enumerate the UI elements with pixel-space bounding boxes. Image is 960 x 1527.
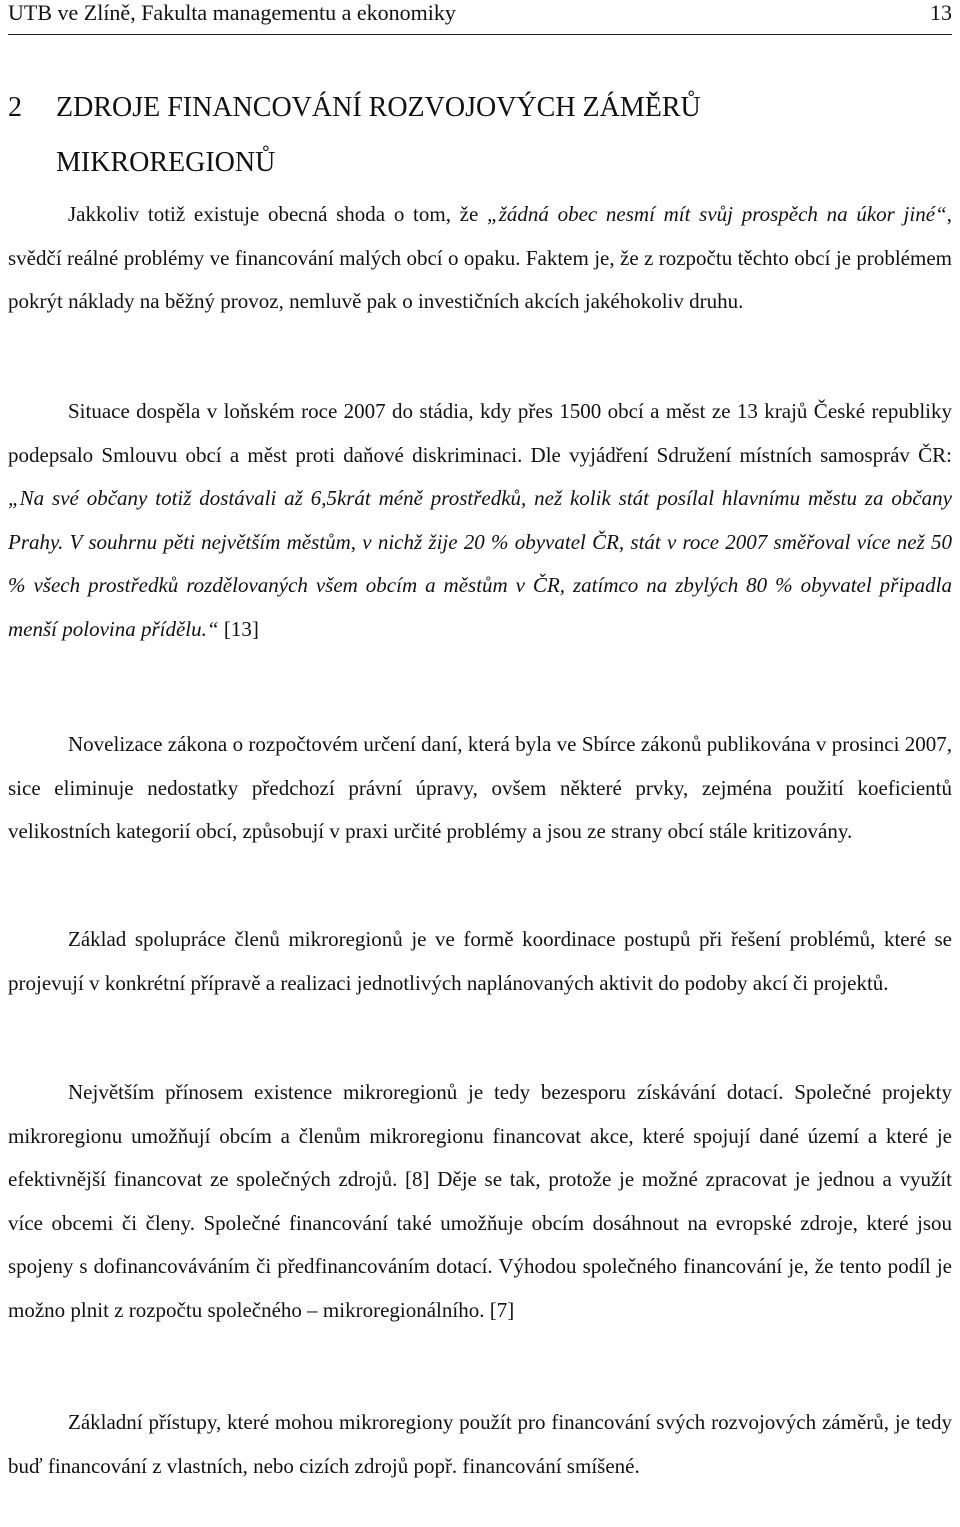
paragraph-3 — [8, 723, 952, 854]
paragraph-4 — [8, 918, 952, 1005]
paragraph-1 — [8, 193, 952, 324]
chapter-number: 2 — [8, 92, 22, 123]
page-header — [8, 0, 952, 35]
paragraph-2 — [8, 390, 952, 651]
paragraph-6 — [8, 1401, 952, 1488]
paragraph-1-text-c: , svědčí reálné problémy ve financování malých obcí o opaku. Faktem je, že z rozpočtu těchto obcí je problémem pokrýt náklady na běžný provoz, nemluvě pak o investičních akcích jakéhokoliv druhu. — [8, 202, 952, 313]
paragraph-1-quote: „žádná obec nesmí mít svůj prospěch na úkor jiné“ — [487, 202, 947, 226]
chapter-heading — [8, 80, 948, 190]
paragraph-2-citation: [13] — [218, 616, 259, 641]
paragraph-2-quote: „Na své občany totiž dostávali až 6,5krát méně prostředků, než kolik stát posílal hlavnímu městu za občany Prahy. V souhrnu pěti největším městům, v nichž žije 20 % obyvatel ČR, stát v roce 2007 směřoval více než 50 % všech prostředků rozdělovaných všem obcím a městům v ČR, zatímco na zbylých 80 % obyvatel připadla menší polovina přídělu.“ — [8, 486, 952, 641]
paragraph-5-text: Největším přínosem existence mikroregionů je tedy bezesporu získávání dotací. Společné projekty mikroregionu umožňují obcím a členům mikroregionu financovat akce, které spojují dané území a které je efektivnější financovat ze společných zdrojů. [8] Děje se tak, protože je možné zpracovat je jednou a využít více obcemi či členy. Společné financování také umožňuje obcím dosáhnout na evropské zdroje, které jsou spojeny s dofinancováváním či předfinancováním dotací. Výhodou společného financování je, že tento podíl je možno plnit z rozpočtu společného – mikroregionálního. [7] — [8, 1080, 952, 1322]
paragraph-1-text-a: Jakkoliv totiž existuje obecná shoda o tom, že — [68, 202, 488, 226]
paragraph-5 — [8, 1071, 952, 1332]
chapter-title-line2: MIKROREGIONŮ — [56, 147, 276, 178]
paragraph-2-text-a: Situace dospěla v loňském roce 2007 do stádia, kdy přes 1500 obcí a měst ze 13 krajů České republiky podepsalo Smlouvu obcí a měst proti daňové diskriminaci. Dle vyjádření Sdružení místních samospráv ČR: — [8, 399, 952, 467]
page-number: 13 — [930, 0, 952, 25]
header-title: UTB ve Zlíně, Fakulta managementu a ekonomiky — [8, 0, 456, 25]
paragraph-6-text: Základní přístupy, které mohou mikroregiony použít pro financování svých rozvojových záměrů, je tedy buď financování z vlastních, nebo cizích zdrojů popř. financování smíšené. — [8, 1410, 952, 1478]
chapter-title-line1: ZDROJE FINANCOVÁNÍ ROZVOJOVÝCH ZÁMĚRŮ — [56, 92, 701, 123]
paragraph-4-text: Základ spolupráce členů mikroregionů je ve formě koordinace postupů při řešení problémů, které se projevují v konkrétní přípravě a realizaci jednotlivých naplánovaných aktivit do podoby akcí či projektů. — [8, 927, 952, 995]
paragraph-3-text: Novelizace zákona o rozpočtovém určení daní, která byla ve Sbírce zákonů publikována v prosinci 2007, sice eliminuje nedostatky předchozí právní úpravy, ovšem některé prvky, zejména použití koeficientů velikostních kategorií obcí, způsobují v praxi určité problémy a jsou ze strany obcí stále kritizovány. — [8, 732, 952, 843]
